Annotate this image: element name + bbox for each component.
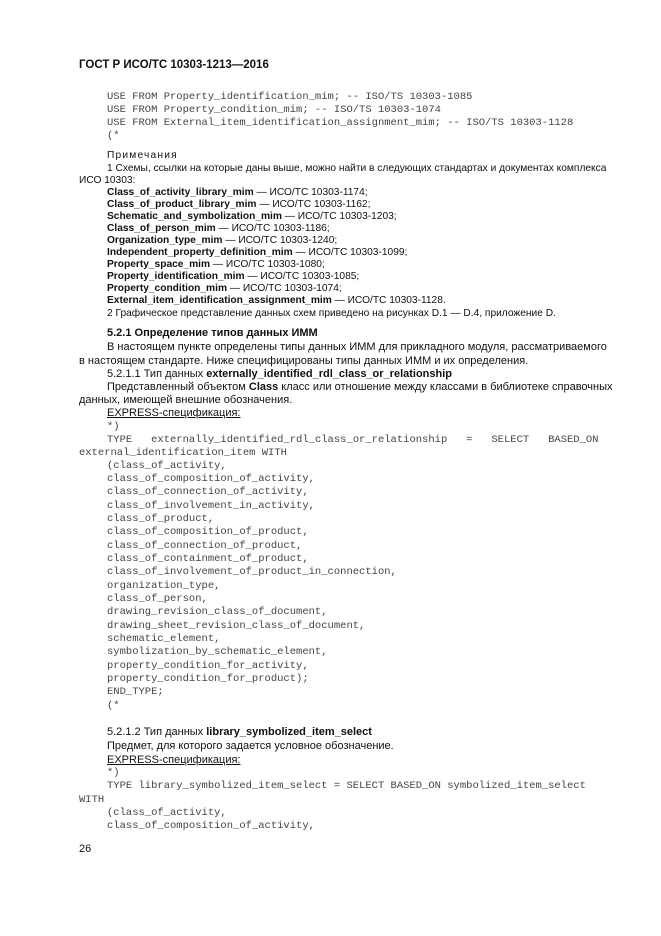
schema-ref	[107, 235, 337, 247]
select-item: class_of_connection_of_activity,	[107, 486, 309, 498]
note-2-text: 2 Графическое представление данных схем приведено на рисунках D.1 — D.4, приложение D.	[107, 308, 556, 319]
select-item: class_of_person,	[107, 593, 208, 605]
use-from-line: USE FROM External_item_identification_assignment_mim; -- ISO/TS 10303-1128	[107, 117, 574, 129]
section-heading: 5.2.1 Определение типов данных ИММ	[107, 327, 318, 339]
select-item: drawing_sheet_revision_class_of_document,	[107, 620, 366, 632]
select-item: symbolization_by_schematic_element,	[107, 646, 328, 658]
select-item: (class_of_activity,	[107, 807, 227, 819]
comment-close: *)	[107, 767, 120, 779]
express-spec-label: EXPRESS-спецификация:	[107, 407, 241, 419]
schema-ref	[107, 283, 342, 295]
subsection-heading	[107, 725, 372, 740]
note-1-text-cont: ИСО 10303:	[79, 175, 136, 186]
schema-standard: — ИСО/ТС 10303-1240;	[222, 235, 338, 246]
schema-name: Organization_type_mim	[107, 235, 223, 246]
select-item: class_of_composition_of_product,	[107, 526, 309, 538]
note-1-text: 1 Схемы, ссылки на которые даны выше, можно найти в следующих стандартах и документах комплекса	[107, 163, 607, 174]
schema-name: Independent_property_definition_mim	[107, 247, 293, 258]
select-item: property_condition_for_product);	[107, 673, 309, 685]
schema-ref	[107, 259, 325, 271]
select-item: class_of_containment_of_product,	[107, 553, 309, 565]
use-from-line: USE FROM Property_condition_mim; -- ISO/TS 10303-1074	[107, 104, 441, 116]
schema-standard: — ИСО/ТС 10303-1128.	[331, 295, 446, 306]
select-item: class_of_composition_of_activity,	[107, 820, 315, 832]
end-type: END_TYPE;	[107, 686, 164, 698]
datatype-description: Предмет, для которого задается условное обозначение.	[107, 740, 394, 752]
schema-name: Class_of_product_library_mim	[107, 199, 257, 210]
section-paragraph: В настоящем пункте определены типы данных ИММ для прикладного модуля, рассматриваемого	[107, 341, 607, 353]
use-from-line: USE FROM Property_identification_mim; -- ISO/TS 10303-1085	[107, 91, 473, 103]
schema-standard: — ИСО/ТС 10303-1074;	[227, 283, 342, 294]
schema-name: Class_of_person_mim	[107, 223, 216, 234]
select-item: property_condition_for_activity,	[107, 660, 309, 672]
page-header-title: ГОСТ Р ИСО/ТС 10303-1213—2016	[79, 59, 269, 71]
express-spec-label: EXPRESS-спецификация:	[107, 754, 241, 766]
schema-ref	[107, 211, 397, 223]
schema-standard: — ИСО/ТС 10303-1162;	[256, 199, 371, 210]
type-declaration-cont: external_identification_item WITH	[79, 447, 287, 459]
heading-prefix: 5.2.1.2 Тип данных	[107, 726, 207, 738]
schema-standard: — ИСО/ТС 10303-1203;	[281, 211, 397, 222]
select-item: (class_of_activity,	[107, 460, 227, 472]
notes-title: Примечания	[107, 150, 178, 161]
datatype-name: library_symbolized_item_select	[206, 726, 372, 738]
schema-name: External_item_identification_assignment_mim	[107, 295, 332, 306]
comment-open: (*	[107, 130, 120, 142]
comment-close: *)	[107, 421, 120, 433]
type-declaration: TYPE externally_identified_rdl_class_or_relationship = SELECT BASED_ON	[107, 434, 599, 446]
select-item: class_of_connection_of_product,	[107, 540, 303, 552]
datatype-description-cont: данных, имеющей внешние обозначения.	[79, 394, 293, 406]
select-item: class_of_composition_of_activity,	[107, 473, 315, 485]
schema-ref	[107, 271, 359, 283]
desc-text: Представленный объектом	[107, 381, 249, 393]
schema-name: Class_of_activity_library_mim	[107, 187, 254, 198]
schema-name: Schematic_and_symbolization_mim	[107, 211, 282, 222]
schema-standard: — ИСО/ТС 10303-1085;	[244, 271, 360, 282]
schema-name: Property_condition_mim	[107, 283, 228, 294]
entity-name: Class	[248, 381, 279, 393]
schema-name: Property_identification_mim	[107, 271, 245, 282]
select-item: class_of_product,	[107, 513, 215, 525]
select-item: drawing_revision_class_of_document,	[107, 606, 328, 618]
select-item: class_of_involvement_of_product_in_connection,	[107, 566, 397, 578]
page-number: 26	[79, 843, 92, 855]
type-declaration-cont: WITH	[79, 794, 105, 806]
select-item: class_of_involvement_in_activity,	[107, 500, 315, 512]
schema-standard: — ИСО/ТС 10303-1080;	[210, 259, 325, 270]
comment-open: (*	[107, 700, 120, 712]
schema-ref	[107, 187, 368, 199]
desc-text: класс или отношение между классами в библиотеке справочных	[278, 381, 613, 393]
schema-standard: — ИСО/ТС 10303-1099;	[292, 247, 408, 258]
schema-ref	[107, 295, 446, 307]
schema-ref	[107, 247, 407, 259]
type-declaration: TYPE library_symbolized_item_select = SELECT BASED_ON symbolized_item_select	[107, 780, 586, 792]
schema-name: Property_space_mim	[107, 259, 211, 270]
schema-ref	[107, 223, 330, 235]
schema-standard: — ИСО/ТС 10303-1186;	[215, 223, 330, 234]
schema-ref	[107, 199, 370, 211]
section-paragraph-cont: в настоящем стандарте. Ниже специфицированы типы данных ИММ и их определения.	[79, 355, 529, 367]
schema-standard: — ИСО/ТС 10303-1174;	[253, 187, 368, 198]
select-item: organization_type,	[107, 580, 221, 592]
select-item: schematic_element,	[107, 633, 221, 645]
datatype-name: externally_identified_rdl_class_or_relationship	[206, 368, 453, 380]
heading-prefix: 5.2.1.1 Тип данных	[107, 368, 207, 380]
